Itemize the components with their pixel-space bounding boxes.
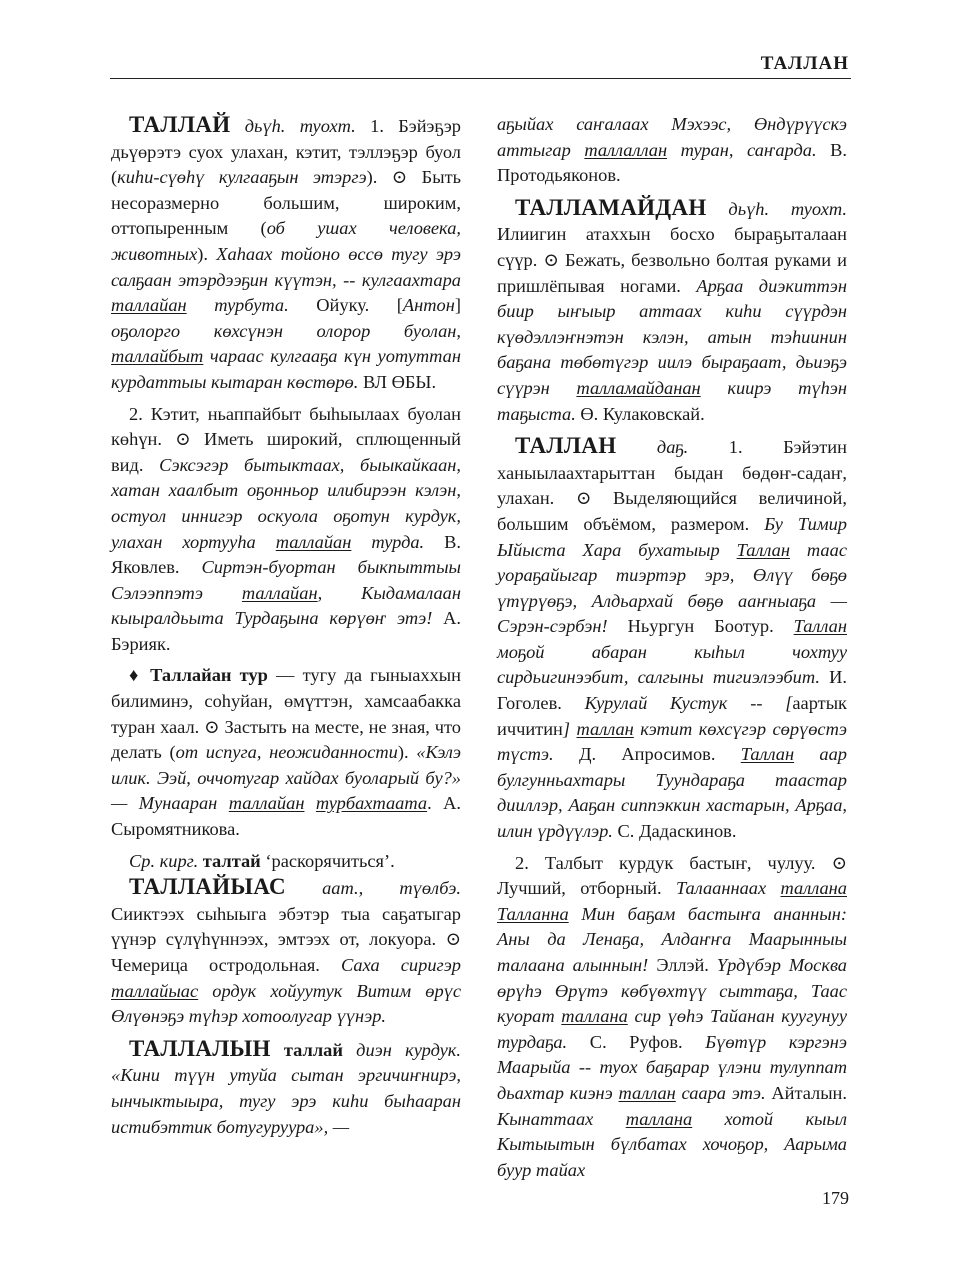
phrase-tallaian-tur: ♦ Таллайан тур — тугу да гыныаххын билиминэ, соһуйан, өмүттэн, хамсаабакка туран хаал. ⊙ Застыть на месте, не зная, что делать (от испуга, неожиданности). «Кэлэ илик. Ээй, оччотугар хайдах буоларый бу?» — Мунааран таллайан турбахтаата. А. Сыромятникова. (111, 665, 461, 840)
headword: ТАЛЛАН (515, 433, 617, 459)
entry-tallan: ТАЛЛАН даҕ. 1. Бэйэтин ханыылаахтарыттан быдан бөдөҥ-садаҥ, улахан. ⊙ Выделяющийся величиной, большим объёмом, размером. Бу Тимир Ыйыста Хара бухатыыр Таллан таас уораҕайыгар тиэртэр эрэ, Өлүү бөҕө үтүрүөҕэ, Алдьархай бөҕө ааҥныаҕа — Сэрэн-сэрбэн! Ньургун Боотур. Таллан моҕой абаран кыһыл чохтуу сирдьигинээбит, салгыны тигиэлээбит. И. Гоголев. Курулай Кустук -- [аартык иччитин] таллан кэтит көхсүгэр сөрүөстэ түстэ. Д. Апросимов. Таллан аар булгунньахтары Туундараҕа таастар дииллэр, Ааҕан сиппэккин хастарын, Арҕаа, илин үрдүүлэр. С. Дадаскинов. (497, 433, 847, 842)
headword: ТАЛЛАЛЫН (129, 1035, 271, 1061)
diamond-icon: ♦ (129, 665, 142, 686)
running-header (110, 52, 851, 79)
entry-tallalyn-cont: аҕыйах саҥалаах Мэхээс, Өндүрүүскэ аттыгар таллаллан туран, саҥарда. В. Протодьяконов. (497, 114, 847, 186)
page-number: 179 (822, 1188, 849, 1208)
left-column (111, 112, 461, 1140)
entry-tallan-sense-2: 2. Талбыт курдук бастыҥ, чулуу. ⊙ Лучший, отборный. Талааннаах таллана Талланна Мин баҕам бастыҥа ананнын: Аны да Ленаҕа, Алдаҥҥа Маарынныы талаана алыннын! Эллэй. Үрдүбэр Москва өрүһэ Өрүтэ көбүөхтүү сыттаҕа, Таас куорат таллана сир үөһэ Тайанан куугунуу турдаҕа. С. Руфов. Бүөтүр кэргэнэ Маарыйа -- туох баҕарар үлэни тулуппат дьахтар киэнэ таллан саара этэ. Айталын. Кынаттаах таллана хотой кыыл Кытыытын бүлбатах хочоҕор, Аарыма буур тайах (497, 852, 847, 1180)
headword: ТАЛЛАЙЫАС (129, 874, 286, 900)
entry-tallai-sense-2: 2. Кэтит, ньаппайбыт быһыылаах буолан көһүн. ⊙ Иметь широкий, сплющенный вид. Сэксэгэр бытыктаах, быыкайкаан, хатан хаалбыт оҕонньор илибирээн кэлэн, остуол иннигэр оскуола оҕотун курдук, улахан хортууһа таллайан турда. В. Яковлев. Сиртэн-буортан быкпыттыы Сэлээппэтэ таллайан, Кыдамалаан кыыралдьыта Турдаҕына көрүөҥ этэ! А. Бэрияк. (111, 403, 462, 654)
headword: ТАЛЛАЙ (129, 112, 231, 137)
entry-tallaiyas: ТАЛЛАЙЫАС аат., түөлбэ. Сииктээх сыһыыга эбэтэр тыа саҕатыгар үүнэр сүлүһүннээх, эмтээх от, локуора. ⊙ Чемерица остродольная. Саха сиригэр таллайыас ордук хойуутук Витим өрүс Өлүөнэҕэ түһэр хотоолугар үүнэр. (111, 874, 461, 1027)
etymology-note: Ср. кирг. талтай ‘раскорячиться’. (129, 850, 395, 871)
entry-tallai: ТАЛЛАЙ дьүһ. туохт. 1. Бэйэҕэр дьүөрэтэ суох улахан, кэтит, тэллэҕэр буол (киһи-сүөһү кулгааҕын этэргэ). ⊙ Быть несоразмерно большим, широким, оттопыренным (об ушах человека, животных). Хаһаах тойоно өссө тугу эрэ салҕаан этэрдээҕин күүтэн, -- кулгаахтара таллайан турбута. Ойуку. [Антон] оҕолорго көхсүнэн олорор буолан, таллайбыт чараас кулгааҕа күн уотуттан курдаттыы кытаран көстөрө. ВЛ ӨБЫ. (111, 112, 461, 392)
entry-tallalyn: ТАЛЛАЛЫН таллай диэн курдук. «Кини түүн утуйа сытан эргичиҥнирэ, ынчыктыыра, тугу эрэ киһи быһааран истибэттик ботугуруура», — (111, 1035, 461, 1137)
entry-tallamaidan: ТАЛЛАМАЙДАН дьүһ. туохт. Илиигин атаххын босхо быраҕыталаан сүүр. ⊙ Бежать, безвольно болтая руками и пришлёпывая ногами. Арҕаа диэкиттэн биир ыҥыыр аттаах киһи сүүрдэн күөдэллэҥнэтэн кэлэн, атын тэһиинин баҕана төбөтүгэр иилэ быраҕаат, дьиэҕэ сүүрэн талламайданан киирэ түһэн таҕыста. Ө. Кулаковскай. (497, 194, 848, 424)
right-column (497, 112, 847, 1183)
headword: ТАЛЛАМАЙДАН (515, 194, 707, 220)
running-title: ТАЛЛАН (760, 53, 849, 74)
